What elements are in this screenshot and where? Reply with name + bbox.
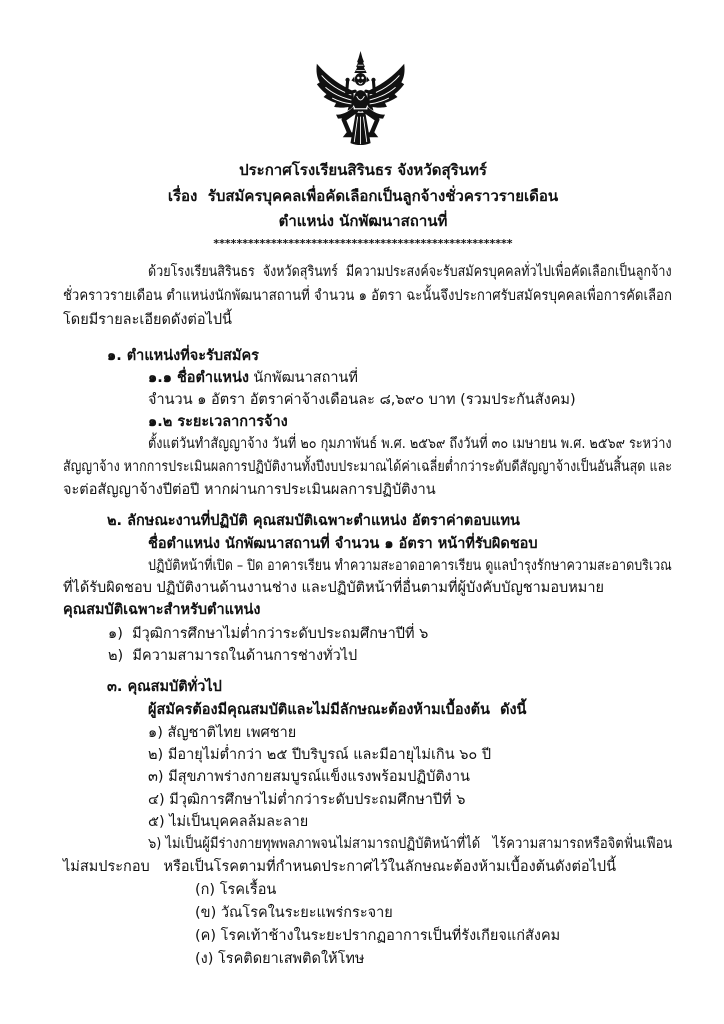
list-item: ๖) ไม่เป็นผู้มีร่างกายทุพพลภาพจนไม่สามารถปฏิบัติหน้าที่ได้ ไร้ความสามารถหรือจิตฟั่นเฟือน bbox=[148, 836, 673, 852]
subsection-heading: ชื่อตำแหน่ง นักพัฒนาสถานที่ จำนวน ๑ อัตรา หน้าที่รับผิดชอบ bbox=[148, 536, 538, 552]
disease-item: (ข) วัณโรคในระยะแพร่กระจาย bbox=[195, 905, 393, 921]
garuda-left-ear-ornament bbox=[351, 76, 354, 82]
list-item: ๔) มีวุฒิการศึกษาไม่ต่ำกว่าระดับประถมศึกษาปีที่ ๖ bbox=[148, 792, 466, 808]
list-item: ๓) มีสุขภาพร่างกายสมบูรณ์แข็งแรงพร้อมปฏิบัติงาน bbox=[148, 769, 470, 785]
subject-line: เรื่อง รับสมัครบุคคลเพื่อคัดเลือกเป็นลูกจ้างชั่วคราวรายเดือน bbox=[167, 187, 559, 205]
subsection-position bbox=[148, 367, 358, 389]
body-line: ตั้งแต่วันทำสัญญาจ้าง วันที่ ๒๐ กุมภาพันธ์ พ.ศ. ๒๕๖๙ ถึงวันที่ ๓๐ เมษายน พ.ศ. ๒๕๖๙ ระหว่าง bbox=[148, 436, 672, 452]
section-heading: ๓. คุณสมบัติทั่วไป bbox=[107, 679, 222, 695]
section-heading: ๑. ตำแหน่งที่จะรับสมัคร bbox=[107, 348, 259, 364]
intro-line: ชั่วคราวรายเดือน ตำแหน่งนักพัฒนาสถานที่ จำนวน ๑ อัตรา ฉะนั้นจึงประกาศรับสมัครบุคคลเพื่อการคัดเลือก bbox=[63, 288, 672, 304]
garuda-right-hand bbox=[371, 78, 375, 82]
garuda-left-foot bbox=[343, 132, 355, 137]
section-heading: ๒. ลักษณะงานที่ปฏิบัติ คุณสมบัติเฉพาะตำแหน่ง อัตราค่าตอบแทน bbox=[107, 513, 520, 529]
position-name: นักพัฒนาสถานที่ bbox=[253, 370, 358, 386]
title-separator: **************************************************** bbox=[213, 237, 513, 250]
garuda-left-eye bbox=[357, 77, 359, 80]
subsection-heading: คุณสมบัติเฉพาะสำหรับตำแหน่ง bbox=[63, 602, 261, 618]
page-title: ประกาศโรงเรียนสิรินธร จังหวัดสุรินทร์ bbox=[239, 161, 487, 179]
subsection-heading: ผู้สมัครต้องมีคุณสมบัติและไม่มีลักษณะต้องห้ามเบื้องต้น ดังนี้ bbox=[148, 702, 527, 718]
list-item: ๑) สัญชาติไทย เพศชาย bbox=[148, 725, 297, 741]
disease-item: (ค) โรคเท้าช้างในระยะปรากฏอาการเป็นที่รังเกียจแก่สังคม bbox=[195, 928, 561, 944]
list-item: ๒) มีอายุไม่ต่ำกว่า ๒๕ ปีบริบูรณ์ และมีอายุไม่เกิน ๖๐ ปี bbox=[148, 747, 492, 763]
body-line: จะต่อสัญญาจ้างปีต่อปี หากผ่านการประเมินผลการปฏิบัติงาน bbox=[63, 482, 436, 498]
subsection-label: ๑.๑ ชื่อตำแหน่ง bbox=[148, 370, 249, 386]
body-line: ที่ได้รับผิดชอบ ปฏิบัติงานด้านงานช่าง และปฏิบัติหน้าที่อื่นตามที่ผู้บังคับบัญชามอบหมาย bbox=[63, 580, 605, 596]
garuda-right-foot bbox=[367, 132, 379, 137]
garuda-right-arm bbox=[366, 81, 375, 93]
intro-line: โดยมีรายละเอียดดังต่อไปนี้ bbox=[63, 312, 232, 328]
garuda-emblem bbox=[313, 50, 409, 148]
position-line: ตำแหน่ง นักพัฒนาสถานที่ bbox=[278, 212, 448, 230]
body-line: ปฏิบัติหน้าที่เปิด – ปิด อาคารเรียน ทำความสะอาดอาคารเรียน ดูแลบำรุงรักษาความสะอาดบริเวณ bbox=[148, 558, 672, 574]
body-line: สัญญาจ้าง หากการประเมินผลการปฏิบัติงานทั้งปีงบประมาณได้ค่าเฉลี่ยต่ำกว่าระดับดีสัญญาจ้างเป็นอันสิ้นสุด และ bbox=[63, 459, 673, 475]
intro-line: ด้วยโรงเรียนสิรินธร จังหวัดสุรินทร์ มีความประสงค์จะรับสมัครบุคคลทั่วไปเพื่อคัดเลือกเป็นลูกจ้าง bbox=[148, 264, 672, 280]
list-item-continuation: ไม่สมประกอบ หรือเป็นโรคตามที่กำหนดประกาศไว้ในลักษณะต้องห้ามเบื้องต้นดังต่อไปนี้ bbox=[63, 859, 617, 875]
position-detail: จำนวน ๑ อัตรา อัตราค่าจ้างเดือนละ ๘,๖๙๐ บาท (รวมประกันสังคม) bbox=[148, 392, 576, 408]
list-item: ๒) มีความสามารถในด้านการช่างทั่วไป bbox=[108, 648, 358, 664]
garuda-right-ear-ornament bbox=[366, 76, 369, 82]
list-item: ๑) มีวุฒิการศึกษาไม่ต่ำกว่าระดับประถมศึกษาปีที่ ๖ bbox=[108, 626, 429, 642]
disease-item: (ง) โรคติดยาเสพติดให้โทษ bbox=[195, 951, 365, 967]
garuda-left-hand bbox=[345, 78, 349, 82]
list-item: ๕) ไม่เป็นบุคคลล้มละลาย bbox=[148, 814, 309, 830]
garuda-crown bbox=[354, 51, 366, 73]
subsection-label: ๑.๒ ระยะเวลาการจ้าง bbox=[148, 414, 288, 430]
garuda-left-arm bbox=[347, 81, 356, 93]
disease-item: (ก) โรคเรื้อน bbox=[195, 882, 277, 898]
garuda-right-eye bbox=[361, 77, 363, 80]
